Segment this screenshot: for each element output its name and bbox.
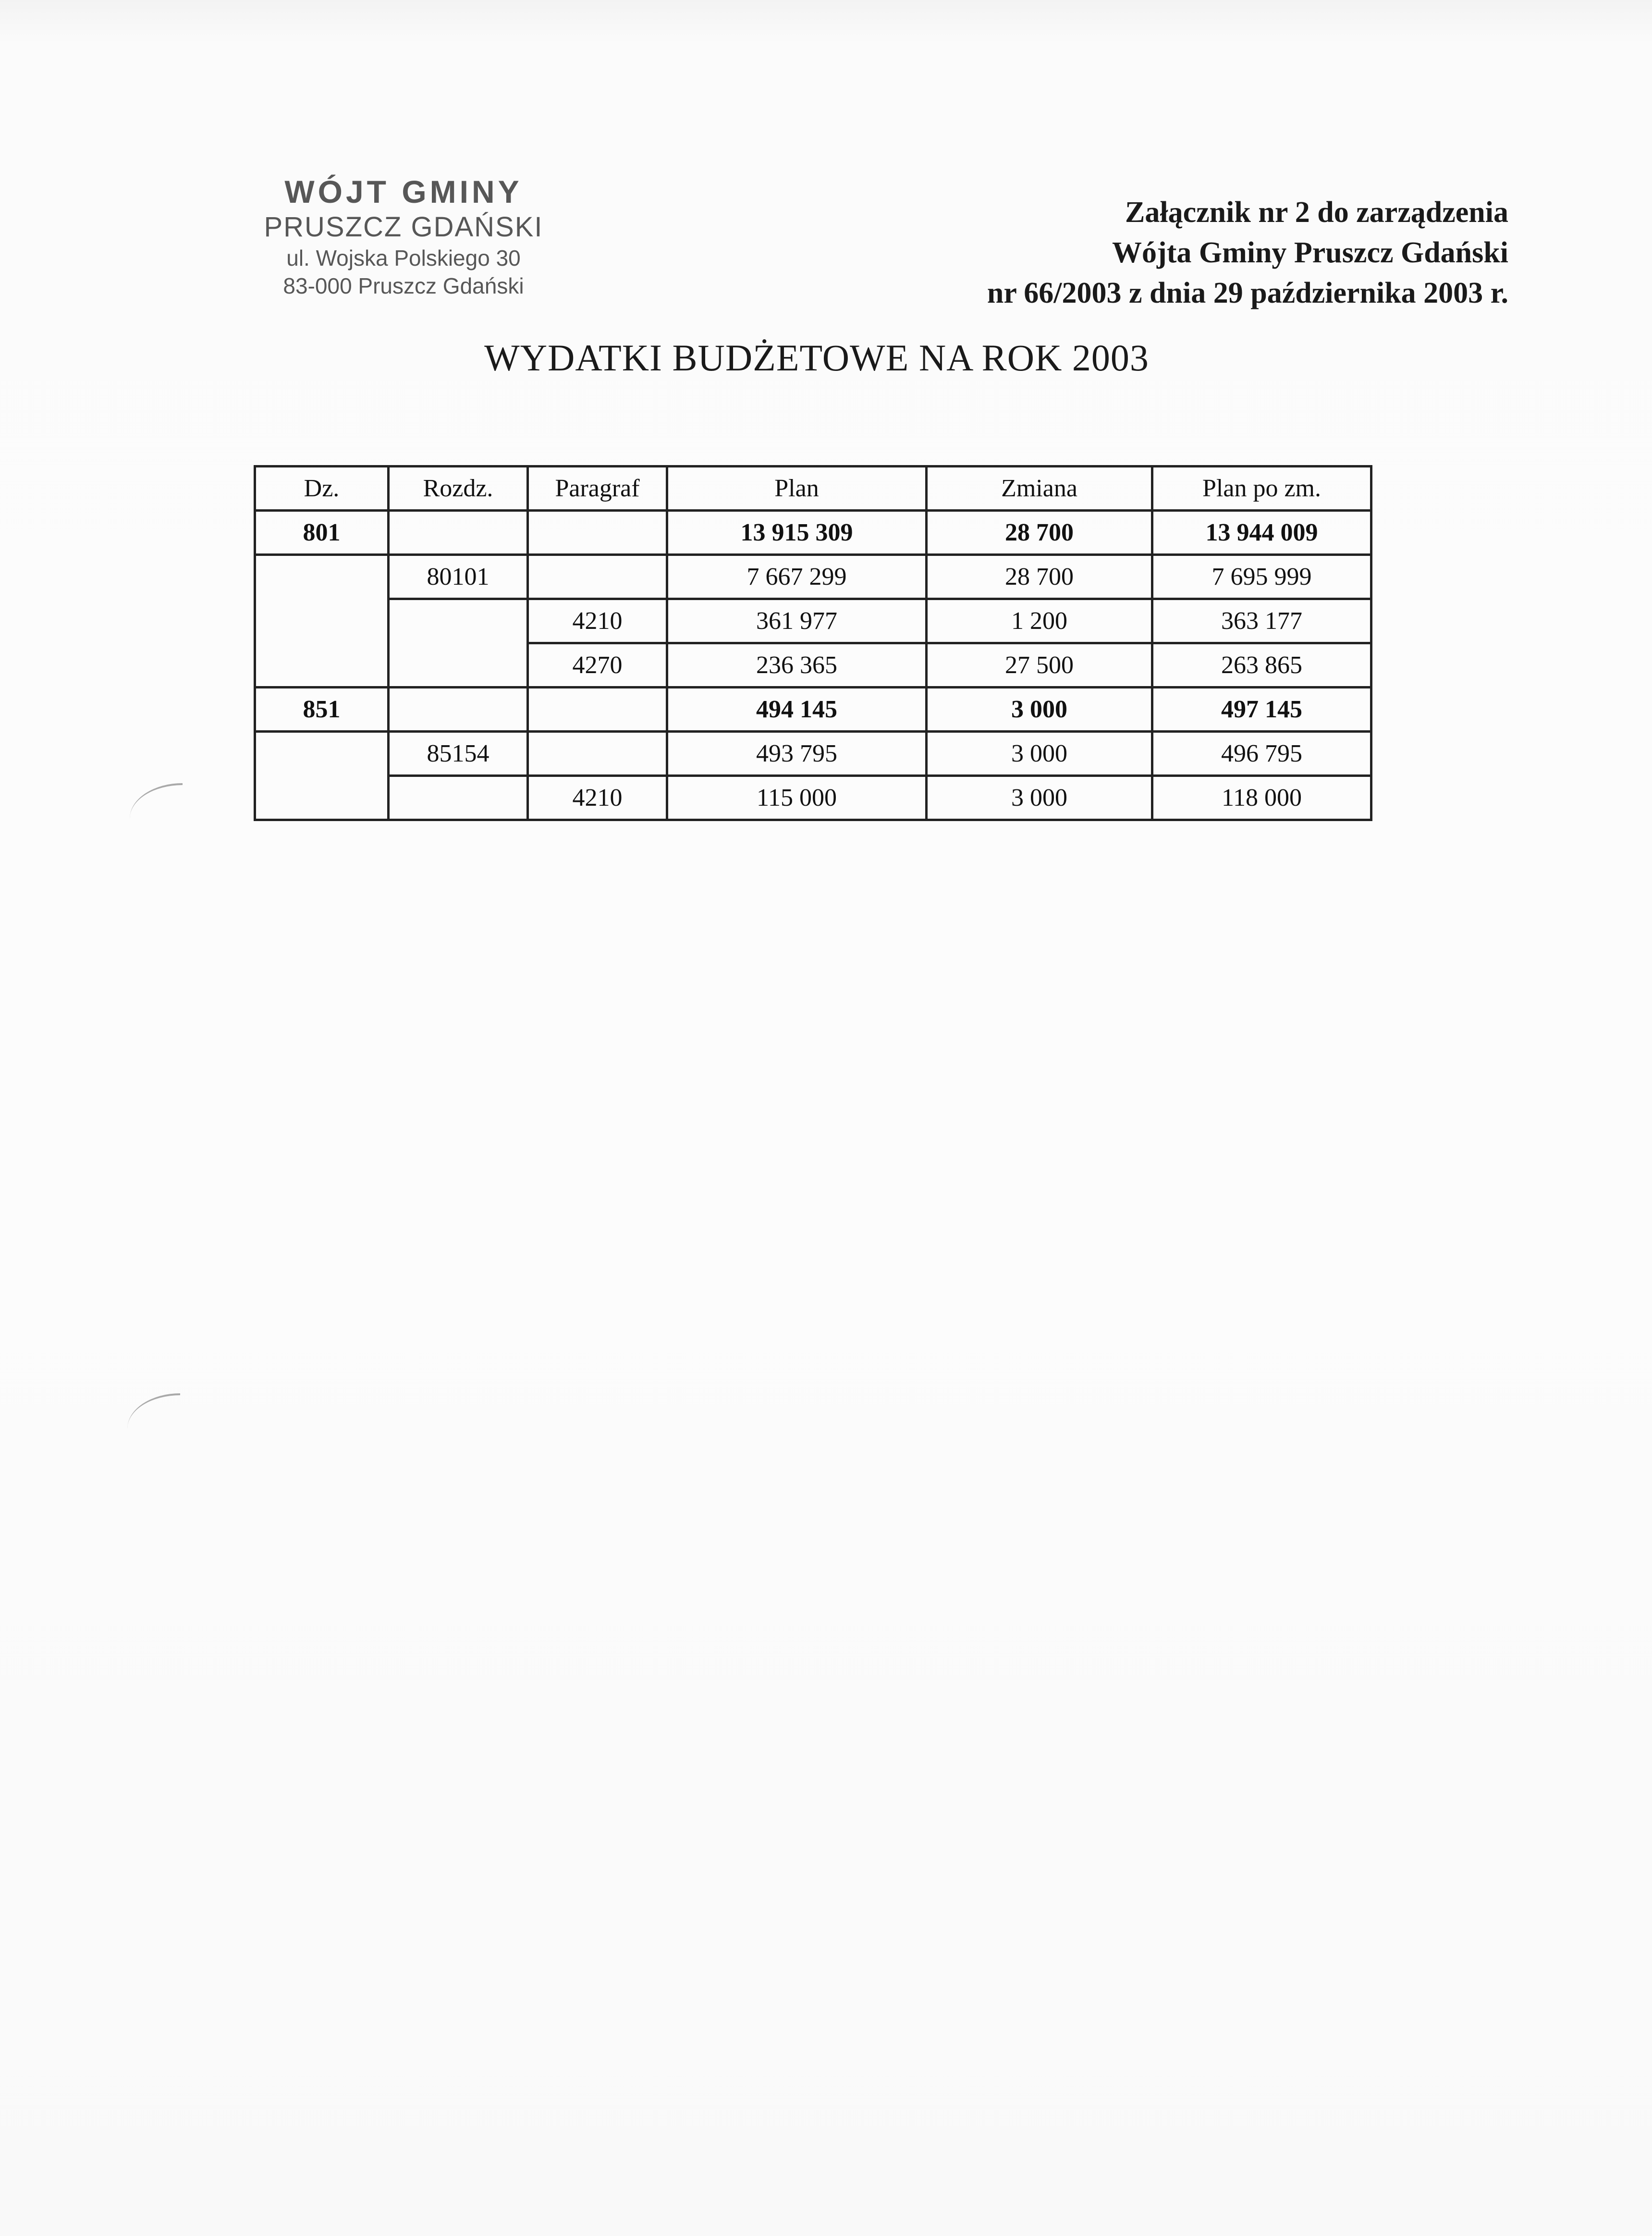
cell-plan-po-zm: 13 944 009 (1152, 511, 1371, 555)
cell-plan: 494 145 (667, 688, 927, 732)
cell-plan-po-zm: 363 177 (1152, 599, 1371, 643)
office-stamp (231, 173, 576, 300)
header-paragraf: Paragraf (528, 467, 667, 511)
cell-dz (255, 555, 389, 688)
cell-zmiana: 27 500 (927, 643, 1152, 688)
cell-rozdz (389, 599, 528, 688)
cell-zmiana: 3 000 (927, 732, 1152, 776)
cell-paragraf (528, 555, 667, 599)
table-row (255, 599, 1371, 643)
stamp-line-postcode: 83-000 Pruszcz Gdański (283, 273, 524, 298)
cell-plan: 493 795 (667, 732, 927, 776)
stamp-line-street: ul. Wojska Polskiego 30 (286, 246, 521, 270)
budget-table (254, 465, 1372, 821)
table-row (255, 732, 1371, 776)
header-plan-po-zm: Plan po zm. (1152, 467, 1371, 511)
annex-line-2: Wójta Gminy Pruszcz Gdański (1112, 236, 1508, 269)
annex-reference (913, 192, 1508, 313)
table-row (255, 688, 1371, 732)
table-header-row (255, 467, 1371, 511)
header-plan: Plan (667, 467, 927, 511)
cell-plan: 7 667 299 (667, 555, 927, 599)
scan-fold-mark (130, 783, 183, 819)
cell-zmiana: 3 000 (927, 688, 1152, 732)
cell-plan-po-zm: 496 795 (1152, 732, 1371, 776)
scan-fold-mark (127, 1393, 180, 1429)
cell-rozdz (389, 776, 528, 820)
cell-rozdz: 80101 (389, 555, 528, 599)
cell-plan: 236 365 (667, 643, 927, 688)
header-zmiana: Zmiana (927, 467, 1152, 511)
cell-paragraf (528, 511, 667, 555)
cell-zmiana: 1 200 (927, 599, 1152, 643)
cell-plan-po-zm: 497 145 (1152, 688, 1371, 732)
cell-zmiana: 3 000 (927, 776, 1152, 820)
header-rozdz: Rozdz. (389, 467, 528, 511)
stamp-line-office: WÓJT GMINY (284, 174, 523, 209)
cell-plan-po-zm: 7 695 999 (1152, 555, 1371, 599)
cell-plan-po-zm: 263 865 (1152, 643, 1371, 688)
cell-paragraf: 4270 (528, 643, 667, 688)
annex-line-3: nr 66/2003 z dnia 29 października 2003 r. (987, 277, 1508, 309)
cell-zmiana: 28 700 (927, 511, 1152, 555)
table-row (255, 776, 1371, 820)
cell-zmiana: 28 700 (927, 555, 1152, 599)
cell-plan: 13 915 309 (667, 511, 927, 555)
cell-dz: 851 (255, 688, 389, 732)
cell-rozdz (389, 511, 528, 555)
table-row (255, 511, 1371, 555)
annex-line-1: Załącznik nr 2 do zarządzenia (1125, 196, 1508, 229)
cell-paragraf: 4210 (528, 599, 667, 643)
cell-rozdz (389, 688, 528, 732)
cell-rozdz: 85154 (389, 732, 528, 776)
header-dz: Dz. (255, 467, 389, 511)
cell-dz: 801 (255, 511, 389, 555)
cell-plan: 115 000 (667, 776, 927, 820)
cell-paragraf: 4210 (528, 776, 667, 820)
cell-paragraf (528, 688, 667, 732)
table-row (255, 555, 1371, 599)
cell-plan-po-zm: 118 000 (1152, 776, 1371, 820)
cell-plan: 361 977 (667, 599, 927, 643)
cell-paragraf (528, 732, 667, 776)
document-title: WYDATKI BUDŻETOWE NA ROK 2003 (484, 337, 1149, 379)
stamp-line-municipality: PRUSZCZ GDAŃSKI (264, 211, 543, 243)
cell-dz (255, 732, 389, 820)
